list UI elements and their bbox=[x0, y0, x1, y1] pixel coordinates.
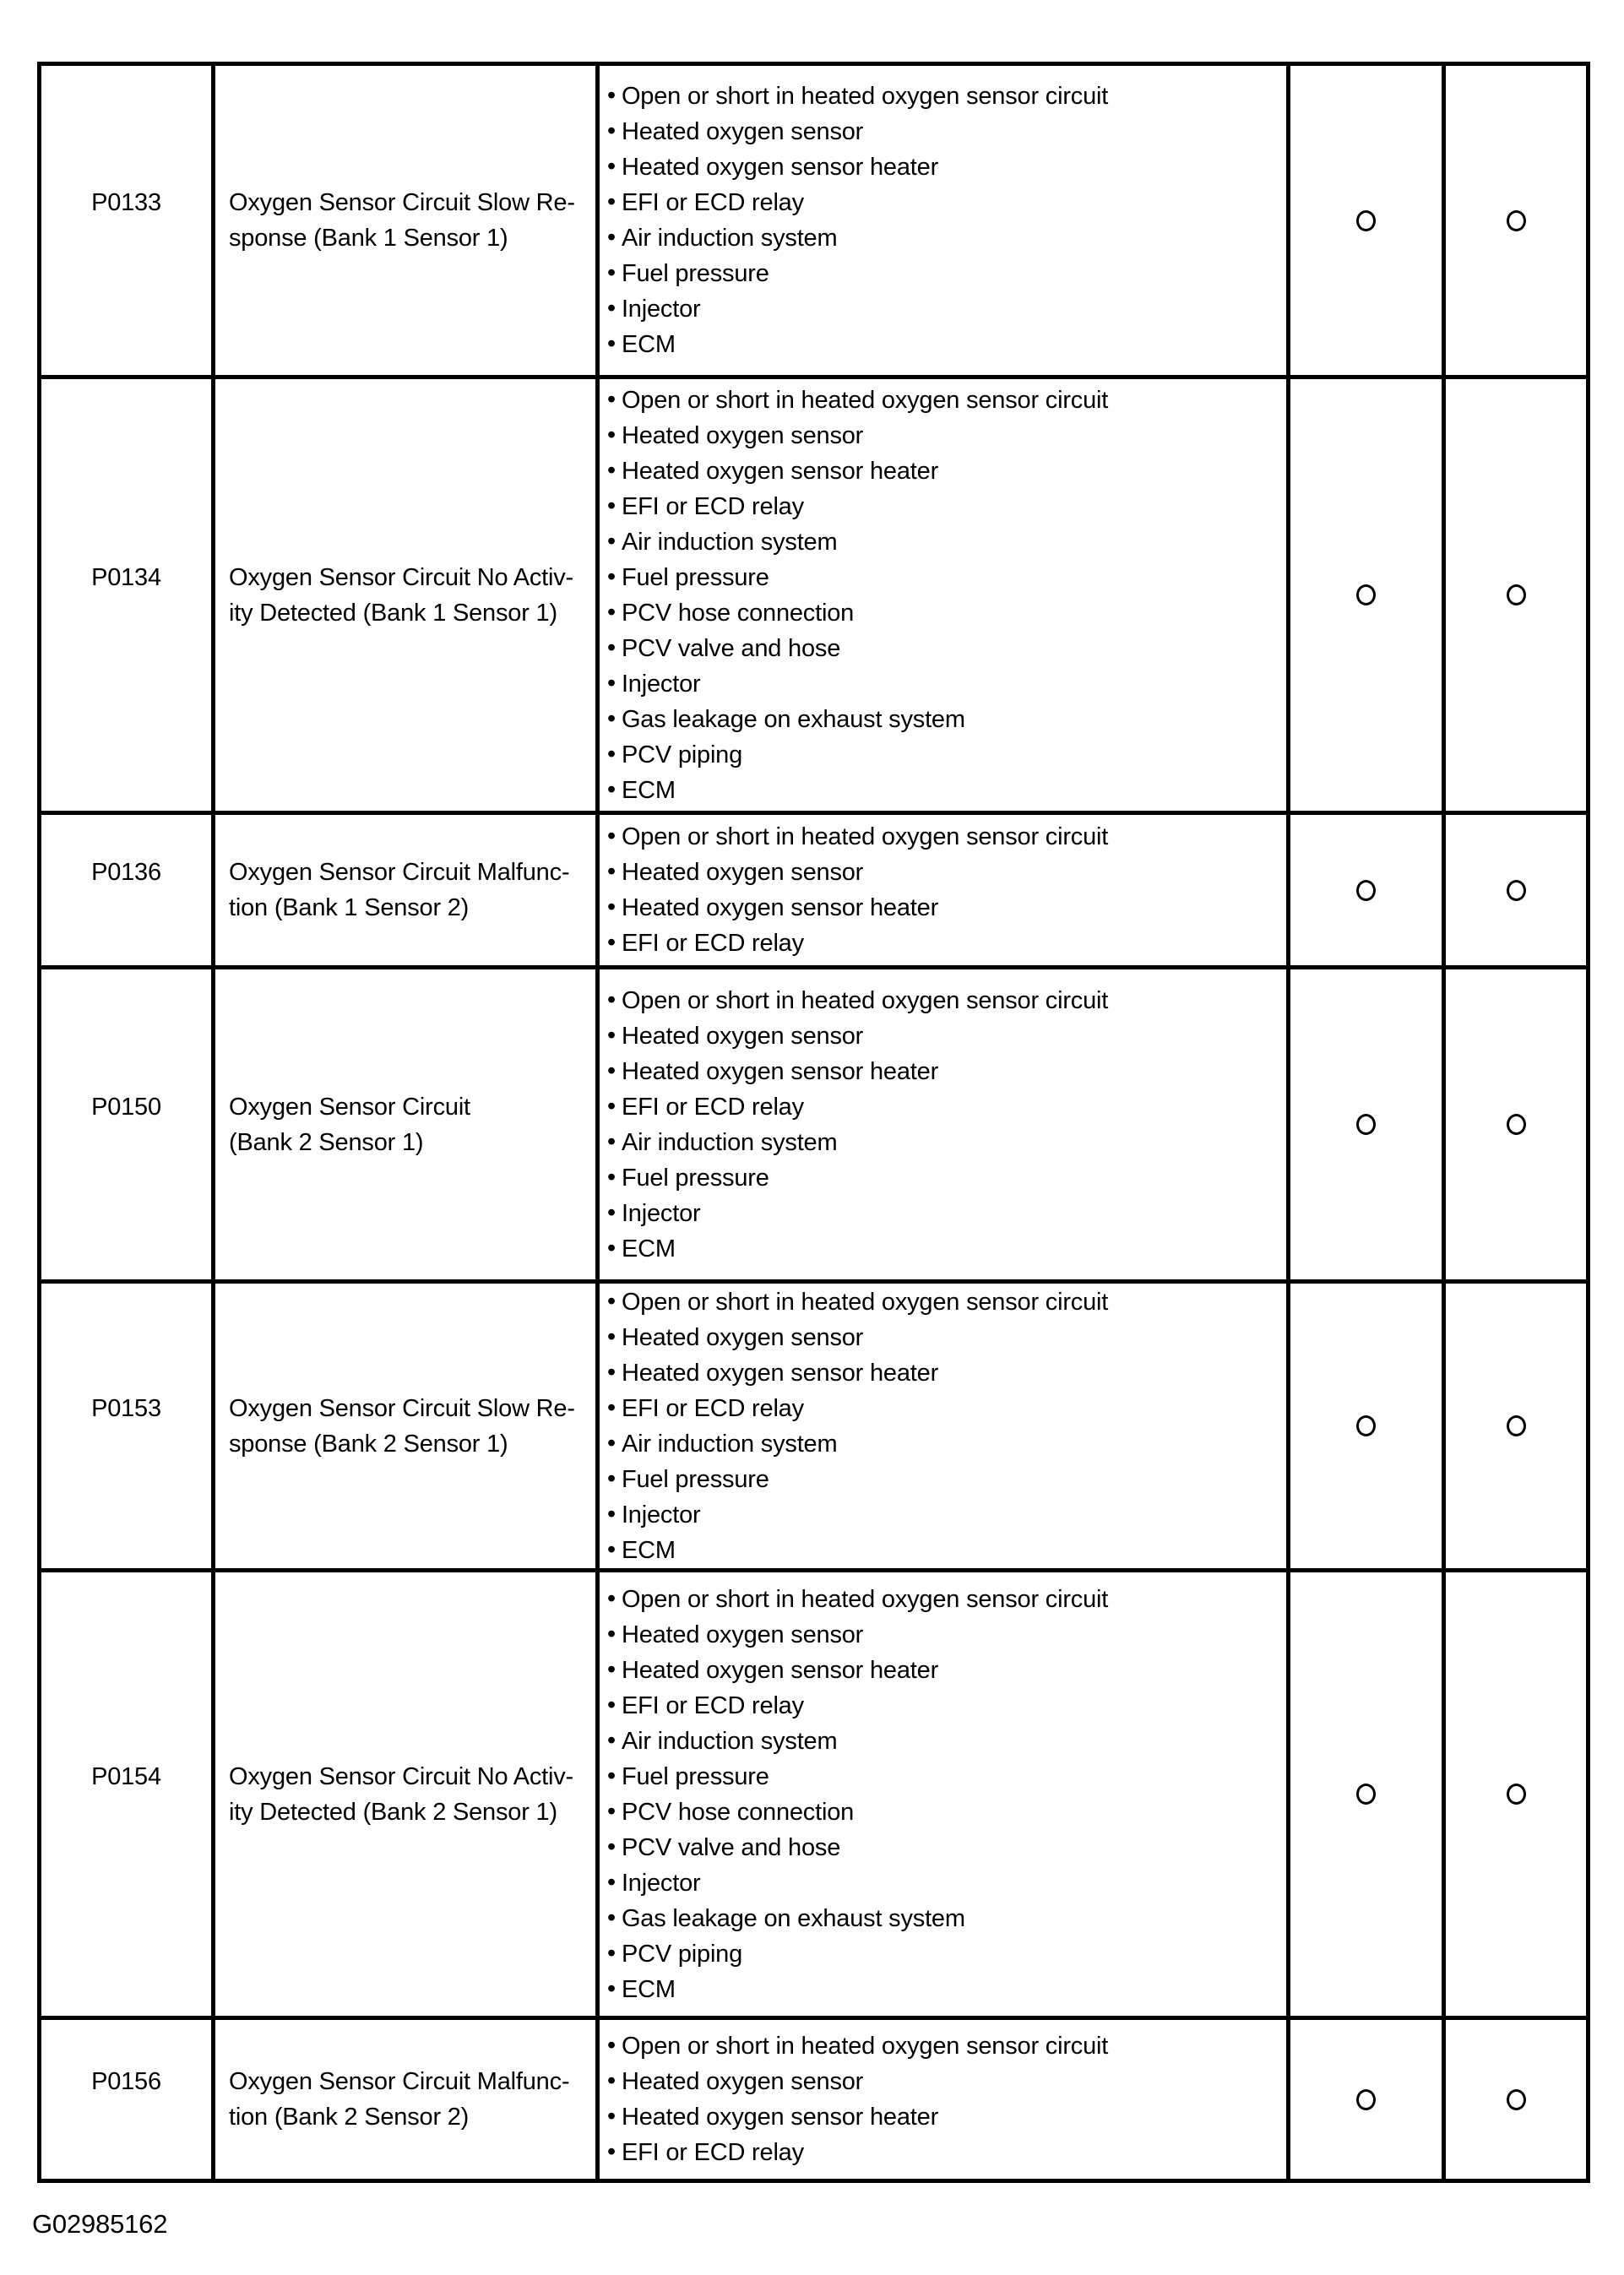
trouble-area-text: Heated oxygen sensor bbox=[621, 2068, 864, 2095]
detection-item-line: ity Detected (Bank 2 Sensor 1) bbox=[229, 1798, 557, 1826]
detection-item-line: Oxygen Sensor Circuit bbox=[229, 1093, 470, 1121]
trouble-area-item bbox=[607, 1972, 1286, 2007]
bullet-icon: • bbox=[607, 1832, 616, 1860]
detection-item-cell bbox=[211, 815, 595, 965]
bullet-icon: • bbox=[607, 1584, 616, 1612]
circle-mark-icon bbox=[1507, 2089, 1526, 2110]
bullet-icon: • bbox=[607, 491, 616, 519]
trouble-area-text: Gas leakage on exhaust system bbox=[621, 705, 965, 733]
trouble-area-text: Air induction system bbox=[621, 1128, 838, 1156]
dtc-code: P0156 bbox=[91, 2068, 161, 2095]
dtc-code-filler-line bbox=[91, 1426, 161, 1462]
bullet-icon: • bbox=[607, 775, 616, 803]
detection-item bbox=[215, 1089, 470, 1160]
table-row bbox=[41, 375, 1586, 811]
trouble-area-item bbox=[607, 114, 1286, 149]
trouble-area-text: ECM bbox=[621, 331, 676, 358]
bullet-icon: • bbox=[607, 858, 616, 885]
mark-cell-2 bbox=[1442, 379, 1586, 811]
trouble-area-item bbox=[607, 1231, 1286, 1267]
trouble-area-item bbox=[607, 1160, 1286, 1196]
detection-item bbox=[215, 560, 573, 631]
mark-cell-2 bbox=[1442, 969, 1586, 1279]
detection-item-line: Oxygen Sensor Circuit No Activ- bbox=[229, 563, 573, 591]
trouble-area-cell bbox=[595, 1284, 1286, 1568]
table-row bbox=[41, 965, 1586, 1279]
trouble-area-item bbox=[607, 890, 1286, 926]
bullet-icon: • bbox=[607, 527, 616, 555]
detection-item-line: tion (Bank 2 Sensor 2) bbox=[229, 2104, 470, 2131]
bullet-icon: • bbox=[607, 421, 616, 448]
trouble-area-text: Injector bbox=[621, 296, 701, 323]
bullet-icon: • bbox=[607, 456, 616, 484]
trouble-area-text: Heated oxygen sensor heater bbox=[621, 1359, 939, 1387]
bullet-icon: • bbox=[607, 1322, 616, 1350]
trouble-area-cell bbox=[595, 66, 1286, 375]
trouble-area-text: EFI or ECD relay bbox=[621, 2139, 804, 2166]
trouble-area-text: Injector bbox=[621, 1501, 701, 1528]
bullet-icon: • bbox=[607, 188, 616, 215]
trouble-area-item bbox=[607, 453, 1286, 489]
bullet-icon: • bbox=[607, 1903, 616, 1931]
trouble-area-text: EFI or ECD relay bbox=[621, 1394, 804, 1422]
trouble-area-item bbox=[607, 1089, 1286, 1125]
trouble-area-text: Fuel pressure bbox=[621, 1762, 769, 1790]
trouble-area-text: ECM bbox=[621, 1536, 676, 1564]
trouble-area-cell bbox=[595, 379, 1286, 811]
dtc-code: P0133 bbox=[91, 189, 161, 216]
circle-mark-icon bbox=[1356, 1415, 1376, 1436]
trouble-area-item bbox=[607, 1688, 1286, 1724]
figure-code-label: G02985162 bbox=[32, 2209, 168, 2239]
trouble-area-text: Fuel pressure bbox=[621, 260, 769, 287]
dtc-code-filler-line bbox=[91, 2099, 161, 2135]
dtc-code: P0154 bbox=[91, 1762, 161, 1790]
bullet-icon: • bbox=[607, 1358, 616, 1386]
trouble-area-cell bbox=[595, 2020, 1286, 2179]
detection-item-line: Oxygen Sensor Circuit Slow Re- bbox=[229, 1394, 575, 1422]
bullet-icon: • bbox=[607, 2138, 616, 2165]
trouble-area-text: Fuel pressure bbox=[621, 1164, 769, 1192]
trouble-area-item bbox=[607, 1724, 1286, 1759]
trouble-area-item bbox=[607, 291, 1286, 327]
circle-mark-icon bbox=[1507, 210, 1526, 231]
trouble-area-text: Heated oxygen sensor bbox=[621, 1621, 864, 1648]
bullet-icon: • bbox=[607, 153, 616, 180]
dtc-table bbox=[37, 62, 1590, 2183]
bullet-icon: • bbox=[607, 633, 616, 661]
bullet-icon: • bbox=[607, 1762, 616, 1789]
circle-mark-icon bbox=[1356, 880, 1376, 901]
bullet-icon: • bbox=[607, 598, 616, 626]
trouble-area-text: Heated oxygen sensor bbox=[621, 421, 864, 449]
trouble-area-item bbox=[607, 855, 1286, 890]
detection-item-line: tion (Bank 1 Sensor 2) bbox=[229, 894, 470, 921]
detection-item bbox=[215, 1391, 575, 1462]
trouble-area-text: PCV piping bbox=[621, 1940, 743, 1968]
trouble-area-item bbox=[607, 220, 1286, 256]
mark-cell-1 bbox=[1286, 379, 1442, 811]
trouble-area-item bbox=[607, 1653, 1286, 1688]
dtc-code-cell bbox=[41, 2020, 211, 2179]
trouble-area-text: Fuel pressure bbox=[621, 1465, 769, 1493]
trouble-area-item bbox=[607, 79, 1286, 114]
detection-item bbox=[215, 855, 569, 926]
trouble-area-item bbox=[607, 1830, 1286, 1865]
bullet-icon: • bbox=[607, 82, 616, 109]
table-row bbox=[41, 1279, 1586, 1568]
table-row bbox=[41, 1568, 1586, 2016]
circle-mark-icon bbox=[1507, 584, 1526, 605]
bullet-icon: • bbox=[607, 385, 616, 413]
trouble-area-text: Open or short in heated oxygen sensor circuit bbox=[621, 83, 1109, 110]
trouble-area-item bbox=[607, 1617, 1286, 1653]
mark-cell-1 bbox=[1286, 2020, 1442, 2179]
trouble-area-text: Heated oxygen sensor bbox=[621, 1022, 864, 1050]
detection-item-line: Oxygen Sensor Circuit No Activ- bbox=[229, 1762, 573, 1790]
trouble-area-text: PCV hose connection bbox=[621, 599, 855, 627]
bullet-icon: • bbox=[607, 740, 616, 768]
trouble-area-item bbox=[607, 1426, 1286, 1462]
bullet-icon: • bbox=[607, 117, 616, 144]
bullet-icon: • bbox=[607, 1726, 616, 1754]
trouble-area-text: PCV hose connection bbox=[621, 1798, 855, 1826]
bullet-icon: • bbox=[607, 1620, 616, 1648]
detection-item-line: Oxygen Sensor Circuit Malfunc- bbox=[229, 2068, 570, 2095]
bullet-icon: • bbox=[607, 2067, 616, 2094]
trouble-area-text: Air induction system bbox=[621, 528, 838, 556]
trouble-area-item bbox=[607, 983, 1286, 1018]
trouble-area-item bbox=[607, 524, 1286, 560]
bullet-icon: • bbox=[607, 1021, 616, 1049]
bullet-icon: • bbox=[607, 1429, 616, 1457]
trouble-area-text: Heated oxygen sensor heater bbox=[621, 154, 939, 181]
trouble-area-item bbox=[607, 185, 1286, 220]
table-row bbox=[41, 2016, 1586, 2179]
trouble-area-text: Open or short in heated oxygen sensor circuit bbox=[621, 823, 1109, 850]
mark-cell-1 bbox=[1286, 969, 1442, 1279]
trouble-area-text: Air induction system bbox=[621, 225, 838, 252]
trouble-area-text: Injector bbox=[621, 1199, 701, 1227]
trouble-area-item bbox=[607, 149, 1286, 185]
trouble-area-cell bbox=[595, 969, 1286, 1279]
trouble-area-item bbox=[607, 1759, 1286, 1794]
dtc-code-cell bbox=[41, 66, 211, 375]
trouble-area-item bbox=[607, 819, 1286, 855]
trouble-area-item bbox=[607, 595, 1286, 631]
detection-item bbox=[215, 185, 575, 256]
detection-item-line: sponse (Bank 2 Sensor 1) bbox=[229, 1430, 508, 1458]
trouble-area-cell bbox=[595, 815, 1286, 965]
detection-item-cell bbox=[211, 1284, 595, 1568]
trouble-area-text: Gas leakage on exhaust system bbox=[621, 1904, 965, 1932]
mark-cell-2 bbox=[1442, 2020, 1586, 2179]
dtc-code-cell bbox=[41, 1572, 211, 2016]
trouble-area-text: Air induction system bbox=[621, 1727, 838, 1755]
trouble-area-item bbox=[607, 1865, 1286, 1901]
trouble-area-item bbox=[607, 631, 1286, 666]
circle-mark-icon bbox=[1356, 2089, 1376, 2110]
trouble-area-text: ECM bbox=[621, 1975, 676, 2003]
trouble-area-text: Heated oxygen sensor bbox=[621, 118, 864, 145]
bullet-icon: • bbox=[607, 704, 616, 732]
bullet-icon: • bbox=[607, 1797, 616, 1825]
circle-mark-icon bbox=[1507, 1784, 1526, 1805]
detection-item-cell bbox=[211, 2020, 595, 2179]
trouble-area-text: EFI or ECD relay bbox=[621, 492, 804, 520]
trouble-area-text: Heated oxygen sensor heater bbox=[621, 1057, 939, 1085]
trouble-area-item bbox=[607, 2028, 1286, 2064]
bullet-icon: • bbox=[607, 1234, 616, 1262]
bullet-icon: • bbox=[607, 224, 616, 251]
trouble-area-text: Heated oxygen sensor heater bbox=[621, 457, 939, 485]
detection-item-cell bbox=[211, 66, 595, 375]
table-row bbox=[41, 66, 1586, 375]
trouble-area-text: PCV piping bbox=[621, 741, 743, 768]
trouble-area-text: EFI or ECD relay bbox=[621, 930, 804, 957]
bullet-icon: • bbox=[607, 562, 616, 590]
trouble-area-item bbox=[607, 773, 1286, 808]
trouble-area-item bbox=[607, 926, 1286, 961]
trouble-area-text: ECM bbox=[621, 1235, 676, 1262]
dtc-code: P0134 bbox=[91, 563, 161, 591]
detection-item-cell bbox=[211, 379, 595, 811]
trouble-area-item bbox=[607, 1794, 1286, 1830]
detection-item-cell bbox=[211, 969, 595, 1279]
detection-item-cell bbox=[211, 1572, 595, 2016]
bullet-icon: • bbox=[607, 1127, 616, 1155]
mark-cell-1 bbox=[1286, 1284, 1442, 1568]
trouble-area-text: EFI or ECD relay bbox=[621, 189, 804, 216]
circle-mark-icon bbox=[1356, 1114, 1376, 1135]
trouble-area-cell bbox=[595, 1572, 1286, 2016]
trouble-area-item bbox=[607, 2064, 1286, 2099]
trouble-area-item bbox=[607, 702, 1286, 737]
trouble-area-item bbox=[607, 418, 1286, 453]
circle-mark-icon bbox=[1356, 584, 1376, 605]
trouble-area-item bbox=[607, 1284, 1286, 1320]
dtc-code-cell bbox=[41, 815, 211, 965]
dtc-code-filler-line bbox=[91, 890, 161, 926]
trouble-area-item bbox=[607, 560, 1286, 595]
trouble-area-item bbox=[607, 1391, 1286, 1426]
trouble-area-item bbox=[607, 2099, 1286, 2135]
trouble-area-text: Air induction system bbox=[621, 1430, 838, 1458]
mark-cell-2 bbox=[1442, 66, 1586, 375]
dtc-code: P0153 bbox=[91, 1394, 161, 1422]
trouble-area-text: EFI or ECD relay bbox=[621, 1691, 804, 1719]
circle-mark-icon bbox=[1507, 880, 1526, 901]
bullet-icon: • bbox=[607, 985, 616, 1013]
trouble-area-item bbox=[607, 327, 1286, 362]
trouble-area-text: Open or short in heated oxygen sensor circuit bbox=[621, 386, 1109, 414]
trouble-area-text: Injector bbox=[621, 1869, 701, 1897]
dtc-code-filler-line bbox=[91, 220, 161, 256]
trouble-area-text: Heated oxygen sensor heater bbox=[621, 2104, 939, 2131]
trouble-area-item bbox=[607, 1901, 1286, 1936]
bullet-icon: • bbox=[607, 1163, 616, 1191]
trouble-area-item bbox=[607, 1196, 1286, 1231]
dtc-code: P0136 bbox=[91, 859, 161, 886]
circle-mark-icon bbox=[1356, 210, 1376, 231]
bullet-icon: • bbox=[607, 259, 616, 286]
trouble-area-text: Open or short in heated oxygen sensor circuit bbox=[621, 1288, 1109, 1316]
bullet-icon: • bbox=[607, 823, 616, 850]
trouble-area-text: PCV valve and hose bbox=[621, 634, 841, 662]
dtc-code-cell bbox=[41, 379, 211, 811]
bullet-icon: • bbox=[607, 2103, 616, 2130]
trouble-area-item bbox=[607, 383, 1286, 418]
trouble-area-text: Injector bbox=[621, 670, 701, 698]
mark-cell-1 bbox=[1286, 815, 1442, 965]
trouble-area-item bbox=[607, 489, 1286, 524]
trouble-area-text: Heated oxygen sensor bbox=[621, 1323, 864, 1351]
mark-cell-1 bbox=[1286, 1572, 1442, 2016]
trouble-area-item bbox=[607, 1497, 1286, 1533]
bullet-icon: • bbox=[607, 1535, 616, 1563]
detection-item-line: ity Detected (Bank 1 Sensor 1) bbox=[229, 599, 557, 627]
dtc-code-cell bbox=[41, 1284, 211, 1568]
bullet-icon: • bbox=[607, 669, 616, 697]
circle-mark-icon bbox=[1356, 1784, 1376, 1805]
trouble-area-item bbox=[607, 256, 1286, 291]
mark-cell-2 bbox=[1442, 815, 1586, 965]
bullet-icon: • bbox=[607, 929, 616, 956]
trouble-area-item bbox=[607, 1936, 1286, 1972]
trouble-area-item bbox=[607, 1355, 1286, 1391]
bullet-icon: • bbox=[607, 1056, 616, 1084]
trouble-area-text: Heated oxygen sensor heater bbox=[621, 1656, 939, 1684]
bullet-icon: • bbox=[607, 1939, 616, 1967]
detection-item-line: sponse (Bank 1 Sensor 1) bbox=[229, 225, 508, 252]
bullet-icon: • bbox=[607, 1974, 616, 2002]
bullet-icon: • bbox=[607, 295, 616, 322]
trouble-area-item bbox=[607, 1018, 1286, 1054]
detection-item bbox=[215, 2064, 569, 2135]
bullet-icon: • bbox=[607, 330, 616, 357]
dtc-code-cell bbox=[41, 969, 211, 1279]
mark-cell-1 bbox=[1286, 66, 1442, 375]
trouble-area-item bbox=[607, 1533, 1286, 1568]
mark-cell-2 bbox=[1442, 1572, 1586, 2016]
bullet-icon: • bbox=[607, 1198, 616, 1226]
detection-item-line: Oxygen Sensor Circuit Malfunc- bbox=[229, 859, 570, 886]
bullet-icon: • bbox=[607, 1092, 616, 1120]
dtc-code-filler-line bbox=[91, 1794, 161, 1830]
dtc-code: P0150 bbox=[91, 1093, 161, 1121]
bullet-icon: • bbox=[607, 1868, 616, 1896]
trouble-area-item bbox=[607, 1320, 1286, 1355]
trouble-area-text: EFI or ECD relay bbox=[621, 1093, 804, 1121]
trouble-area-text: PCV valve and hose bbox=[621, 1833, 841, 1861]
bullet-icon: • bbox=[607, 1500, 616, 1528]
trouble-area-text: Heated oxygen sensor heater bbox=[621, 894, 939, 921]
trouble-area-item bbox=[607, 1582, 1286, 1617]
mark-cell-2 bbox=[1442, 1284, 1586, 1568]
bullet-icon: • bbox=[607, 1691, 616, 1718]
detection-item bbox=[215, 1759, 573, 1830]
table-row bbox=[41, 811, 1586, 965]
circle-mark-icon bbox=[1507, 1415, 1526, 1436]
trouble-area-text: Open or short in heated oxygen sensor circuit bbox=[621, 986, 1109, 1014]
trouble-area-text: Heated oxygen sensor bbox=[621, 859, 864, 886]
trouble-area-item bbox=[607, 1125, 1286, 1160]
dtc-code-filler-line bbox=[91, 595, 161, 631]
trouble-area-text: ECM bbox=[621, 776, 676, 804]
bullet-icon: • bbox=[607, 1287, 616, 1315]
bullet-icon: • bbox=[607, 1655, 616, 1683]
trouble-area-item bbox=[607, 2135, 1286, 2170]
trouble-area-item bbox=[607, 737, 1286, 773]
trouble-area-item bbox=[607, 1462, 1286, 1497]
detection-item-line: Oxygen Sensor Circuit Slow Re- bbox=[229, 189, 575, 216]
bullet-icon: • bbox=[607, 1393, 616, 1421]
trouble-area-text: Open or short in heated oxygen sensor circuit bbox=[621, 1585, 1109, 1613]
circle-mark-icon bbox=[1507, 1114, 1526, 1135]
trouble-area-item bbox=[607, 666, 1286, 702]
bullet-icon: • bbox=[607, 893, 616, 920]
trouble-area-text: Open or short in heated oxygen sensor circuit bbox=[621, 2033, 1109, 2060]
detection-item-line: (Bank 2 Sensor 1) bbox=[229, 1128, 424, 1156]
trouble-area-item bbox=[607, 1054, 1286, 1089]
dtc-code-filler-line bbox=[91, 1125, 161, 1160]
bullet-icon: • bbox=[607, 2032, 616, 2059]
trouble-area-text: Fuel pressure bbox=[621, 563, 769, 591]
bullet-icon: • bbox=[607, 1464, 616, 1492]
